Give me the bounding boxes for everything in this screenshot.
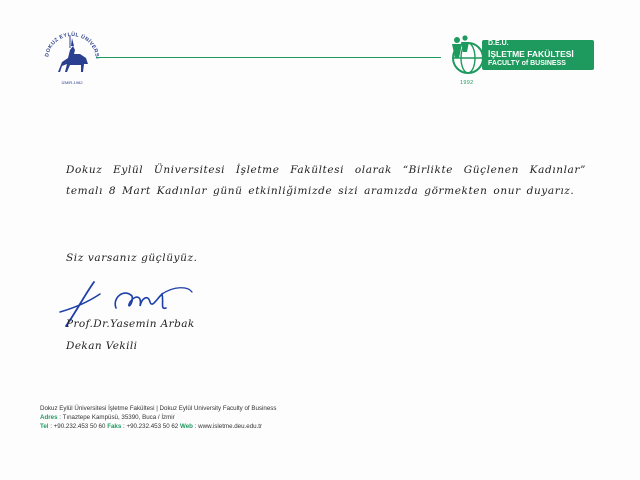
address-value: : Tınaztepe Kampüsü, 35390, Buca / İzmir	[59, 414, 175, 421]
university-seal-logo	[40, 24, 104, 92]
footer-contact	[40, 404, 400, 431]
signer-name: Prof.Dr.Yasemin Arbak	[66, 318, 195, 330]
faculty-name-en: FACULTY of BUSINESS	[488, 60, 566, 67]
faculty-banner	[482, 40, 594, 70]
fax-label: Faks	[107, 423, 122, 430]
letter-body: Dokuz Eylül Üniversitesi İşletme Fakültesi olarak “Birlikte Güçlenen Kadınlar” temalı 8 Mart Kadınlar günü etkinliğimizde sizi aramızda görmekten onur duyarız.	[66, 164, 586, 197]
header-divider	[96, 57, 441, 58]
horse-rider-icon	[58, 46, 88, 72]
web-label: Web	[180, 423, 193, 430]
faculty-logo	[448, 34, 598, 94]
footer-institution: Dokuz Eylül Üniversitesi İşletme Fakültesi | Dokuz Eylül University Faculty of Business	[40, 405, 277, 412]
seal-ring-text: DOKUZ EYLÜL ÜNİVERSİ	[44, 31, 100, 60]
address-label: Adres	[40, 414, 58, 421]
footer-contact-row	[40, 422, 400, 431]
web-value[interactable]: : www.isletme.deu.edu.tr	[194, 423, 263, 430]
footer-address-row	[40, 413, 400, 422]
seal-year: İZMİR-1982	[61, 80, 83, 85]
signer-title: Dekan Vekili	[66, 340, 138, 352]
letter-closing: Siz varsanız güçlüyüz.	[66, 252, 198, 264]
phone-label: Tel	[40, 423, 49, 430]
fax-value: : +90.232.453 50 62	[123, 423, 179, 430]
faculty-abbrev: D.E.Ü.	[488, 40, 509, 47]
phone-value: : +90.232.453 50 60	[50, 423, 106, 430]
faculty-year: 1992	[460, 80, 474, 86]
globe-people-icon	[448, 34, 484, 82]
faculty-name-tr: İŞLETME FAKÜLTESİ	[488, 49, 574, 59]
